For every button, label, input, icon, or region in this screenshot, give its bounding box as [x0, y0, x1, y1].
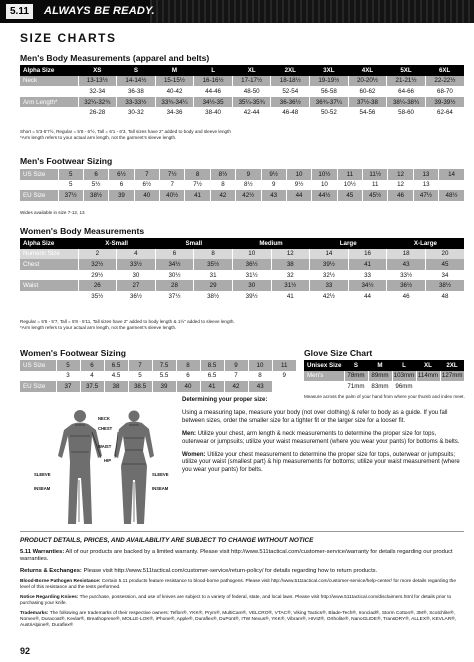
table-cell: 34½: [348, 280, 387, 291]
table-cell: 14: [310, 249, 349, 260]
table-cell: 8½: [210, 169, 235, 180]
table-cell: 46: [387, 291, 426, 302]
table-cell: 38-40: [194, 107, 233, 118]
table-cell: 12: [388, 180, 413, 191]
table-row: [20, 371, 296, 382]
womens-body-note: *Arm length refers to your actual arm length, not the garment's sleeve length.: [20, 325, 177, 330]
table-cell: 62-64: [425, 107, 464, 118]
mens-footwear-note: Wides available in size 7-12, 13: [20, 210, 85, 215]
table-cell: 29: [194, 280, 233, 291]
table-cell: 9: [224, 360, 248, 371]
table-cell: 35¼-35¾: [232, 97, 271, 108]
table-cell: 16: [348, 249, 387, 260]
table-cell: 20-20½: [348, 76, 387, 87]
row-label: Unisex Size: [304, 360, 344, 371]
table-cell: 2: [78, 249, 117, 260]
table-cell: XS: [78, 65, 117, 76]
trademarks-text: Trademarks: The following are trademarks of their respective owners: Teflon®, YKK®, Prym®, MultiCam®, VELCRO®, VTAC®, Viking Tactics®, Blade-Tech®, Ironclad®, Storm Cotton®, 3M®, Scotchlite®, Nomex®, Duracoat®, Kevlar®, Breathoprene®, MOLLE-LOK®, iPhone®, Apple®, Duraflex®, DuPont®, ITW Nexus®, YKK®, Vibram®, HIVIZ®, Ortholite®, NanoGLIDE®, TransDRY®, ALLEX®, KEVLAR®, AustriAlpine®, Duraflex®: [20, 610, 457, 628]
table-cell: 27: [117, 280, 156, 291]
table-cell: 33½: [387, 270, 426, 281]
table-cell: 48½: [439, 190, 464, 201]
table-cell: 46-48: [271, 107, 310, 118]
table-cell: 44-46: [194, 86, 233, 97]
table-cell: 42: [224, 381, 248, 392]
table-cell: 33-33½: [117, 97, 156, 108]
table-cell: 41: [200, 381, 224, 392]
mens-footwear-table: [20, 169, 464, 201]
table-cell: 12: [388, 169, 413, 180]
table-cell: S: [344, 360, 368, 371]
table-cell: 114mm: [417, 372, 439, 380]
table-cell: 56-58: [310, 86, 349, 97]
table-cell: 8: [210, 180, 235, 191]
table-cell: 11: [272, 360, 296, 371]
table-cell: 6: [155, 249, 194, 260]
table-cell: S: [117, 65, 156, 76]
row-label: Hip: [20, 291, 78, 302]
table-cell: 42½: [310, 291, 349, 302]
table-cell: 36½: [387, 280, 426, 291]
glove-note: Measure across the palm of your hand from where your thumb and index meet.: [304, 394, 465, 399]
table-cell: 26: [78, 280, 117, 291]
table-cell: 10: [232, 249, 271, 260]
table-cell: 18-18½: [271, 76, 310, 87]
table-cell: 37.5: [80, 381, 104, 392]
table-row: [304, 360, 464, 371]
table-cell: 30-32: [117, 107, 156, 118]
row-label: Arm Length*: [20, 270, 78, 281]
table-cell: 78mm: [344, 371, 368, 382]
brand-slogan: ALWAYS BE READY.: [44, 5, 155, 17]
row-label: UK Size: [20, 180, 58, 191]
table-row: [20, 107, 464, 118]
row-label: Alpha Size: [20, 65, 78, 76]
womens-body-notes: [20, 319, 235, 331]
change-notice: PRODUCT DETAILS, PRICES, AND AVAILABILITY ARE SUBJECT TO CHANGE WITHOUT NOTICE: [20, 537, 314, 544]
page-number: 92: [20, 646, 31, 656]
table-cell: 71mm: [344, 381, 368, 392]
table-row: [20, 65, 464, 76]
figure-label-neck: NECK: [98, 416, 110, 421]
table-cell: XL: [232, 65, 271, 76]
table-cell: 34½-35: [194, 97, 233, 108]
table-cell: 7: [134, 169, 159, 180]
table-cell: 32¼-32¾: [78, 97, 117, 108]
table-cell: 4: [80, 371, 104, 382]
table-cell: 35½: [194, 259, 233, 270]
table-cell: [440, 381, 464, 392]
table-cell: 7.5: [152, 360, 176, 371]
page-title: SIZE CHARTS: [20, 31, 117, 45]
table-cell: 6: [80, 360, 104, 371]
figure-label-inseam-male: INSEAM: [34, 486, 51, 491]
table-row: [20, 76, 464, 87]
table-cell: 32½: [310, 270, 349, 281]
table-cell: 14-14½: [117, 76, 156, 87]
mens-body-note: *Arm length refers to your actual arm length, not the garment's sleeve length.: [20, 135, 177, 140]
returns-text: Returns & Exchanges: Please visit http://www.511tactical.com/customer-service/return-policy/ for details regarding how to return products.: [20, 567, 378, 574]
womens-footwear-table: [20, 360, 296, 392]
table-cell: 45½: [363, 190, 388, 201]
table-cell: 31½: [232, 270, 271, 281]
table-cell: L: [392, 360, 416, 371]
row-label: Chest: [20, 86, 78, 97]
table-cell: 7: [224, 371, 248, 382]
table-cell: 7: [128, 360, 152, 371]
womens-body-note: Regular = 5'5 - 5'7, Tall = 5'8 - 5'11, Tall sizes have 2" added to body length & 1½" added to sleeve length.: [20, 319, 235, 324]
table-cell: 13: [413, 169, 438, 180]
table-cell: 39½: [310, 259, 349, 270]
mens-body-note: Short = 5'3-5'7½, Regular = 5'8 - 6'½, Tall = 6'1 - 6'3, Tall sizes have 2" added to body and sleeve length: [20, 129, 231, 134]
row-label: Women's: [304, 381, 344, 392]
table-cell: 19-19½: [310, 76, 349, 87]
table-cell: 42-44: [232, 107, 271, 118]
table-cell: 58-60: [387, 107, 426, 118]
table-cell: 38: [271, 259, 310, 270]
table-cell: 43: [248, 381, 272, 392]
table-cell: 30: [117, 270, 156, 281]
table-cell: 44: [286, 190, 311, 201]
table-row: [20, 238, 464, 249]
table-row: [20, 180, 464, 191]
table-cell: 37½-38: [348, 97, 387, 108]
table-cell: 96mm: [392, 381, 416, 392]
row-label: UK Size: [20, 371, 56, 382]
table-cell: 83mm: [368, 381, 392, 392]
row-label: EU Size: [20, 190, 58, 201]
table-cell: 33: [310, 280, 349, 291]
table-cell: 30½: [155, 270, 194, 281]
table-cell: 34-36: [155, 107, 194, 118]
table-cell: 9½: [261, 169, 286, 180]
table-row: [20, 280, 464, 291]
table-cell: 4XL: [348, 65, 387, 76]
table-cell: 9: [272, 371, 296, 382]
brand-banner: [0, 0, 474, 23]
table-cell: 5½: [83, 180, 108, 191]
table-row: [20, 291, 464, 302]
table-cell: 16-16½: [194, 76, 233, 87]
table-row: [20, 381, 296, 392]
table-cell: 6.5: [104, 360, 128, 371]
table-cell: 3XL: [310, 65, 349, 76]
table-cell: 15-15½: [155, 76, 194, 87]
table-cell: 11: [337, 169, 362, 180]
table-cell: 8: [248, 371, 272, 382]
womens-footwear-title: Women's Footwear Sizing: [20, 348, 126, 358]
table-cell: 2XL: [440, 360, 464, 371]
table-cell: 12: [271, 249, 310, 260]
table-cell: 38: [104, 381, 128, 392]
table-cell: 36½: [117, 291, 156, 302]
glove-title: Glove Size Chart: [304, 348, 373, 358]
table-row: [20, 360, 296, 371]
figure-label-hip: HIP: [104, 458, 111, 463]
table-cell: 10: [248, 360, 272, 371]
table-cell: 29½: [78, 270, 117, 281]
table-cell: 10½: [312, 169, 337, 180]
table-cell: 6½: [109, 169, 134, 180]
table-cell: 43: [261, 190, 286, 201]
table-row: [20, 169, 464, 180]
legal-footer: [20, 537, 464, 633]
table-cell: 33¾-34¼: [155, 97, 194, 108]
table-row: [304, 371, 464, 382]
row-label: Waist: [20, 107, 78, 118]
table-cell: 9: [261, 180, 286, 191]
table-cell: 13-13½: [78, 76, 117, 87]
table-cell: 54-56: [348, 107, 387, 118]
table-cell: 68-70: [425, 86, 464, 97]
table-cell: 44½: [312, 190, 337, 201]
table-cell: 14: [439, 169, 464, 180]
table-cell: 6: [109, 180, 134, 191]
table-cell: 38¼-38¾: [387, 97, 426, 108]
mens-body-title: Men's Body Measurements (apparel and belts): [20, 53, 210, 63]
table-cell: 8: [185, 169, 210, 180]
brand-logo: 5.11: [6, 4, 33, 19]
womens-body-table: [20, 238, 464, 302]
table-cell: 4: [117, 249, 156, 260]
figure-label-chest: CHEST: [98, 426, 113, 431]
table-cell: 5: [128, 371, 152, 382]
table-cell: 33½: [117, 259, 156, 270]
table-cell: 41: [348, 259, 387, 270]
table-cell: 37: [56, 381, 80, 392]
sizing-women: Women: Utilize your chest measurement to determine the proper size for tops, outerwear or jumpsuits; utilize your waist (smallest part) & hip measurements for bottoms; utilize your waist measurement (where you wear your pants) for belts.: [182, 452, 460, 473]
table-row: [20, 270, 464, 281]
banner-texture: [150, 0, 474, 23]
row-label: Numeric Size: [20, 249, 78, 260]
table-cell: 6: [176, 371, 200, 382]
table-cell: 45: [425, 259, 464, 270]
measurement-figures: [26, 406, 176, 528]
table-cell: 33: [348, 270, 387, 281]
table-cell: Large: [310, 238, 387, 249]
table-cell: [416, 381, 440, 392]
table-row: [20, 97, 464, 108]
table-cell: 34½: [155, 259, 194, 270]
table-cell: 40: [176, 381, 200, 392]
table-row: [20, 259, 464, 270]
table-cell: 44: [348, 291, 387, 302]
table-cell: 36¾-37¼: [310, 97, 349, 108]
table-cell: 10: [286, 169, 311, 180]
row-label: US Size: [20, 169, 58, 180]
table-cell: 46: [388, 190, 413, 201]
table-cell: 34: [425, 270, 464, 281]
table-cell: 40: [134, 190, 159, 201]
sizing-instructions: [182, 397, 462, 480]
table-cell: 36-36½: [271, 97, 310, 108]
row-label: EU Size: [20, 381, 56, 392]
table-cell: 5: [58, 169, 83, 180]
row-label: Alpha Size: [20, 238, 78, 249]
table-cell: 3: [56, 371, 80, 382]
table-cell: 38.5: [128, 381, 152, 392]
table-cell: 6XL: [425, 65, 464, 76]
table-cell: M: [155, 65, 194, 76]
table-cell: 48-50: [232, 86, 271, 97]
row-label: Neck: [20, 76, 78, 87]
table-cell: 7½: [160, 169, 185, 180]
table-cell: 22-22½: [425, 76, 464, 87]
table-cell: 38½: [425, 280, 464, 291]
table-row: [304, 381, 464, 392]
table-cell: 17-17½: [232, 76, 271, 87]
table-cell: 8.5: [200, 360, 224, 371]
table-cell: 5XL: [387, 65, 426, 76]
table-cell: 10: [312, 180, 337, 191]
table-cell: 38½: [194, 291, 233, 302]
table-cell: 28: [155, 280, 194, 291]
figure-label-inseam-female: INSEAM: [152, 486, 169, 491]
table-cell: 50-52: [310, 107, 349, 118]
table-cell: 45: [337, 190, 362, 201]
table-cell: 32½: [78, 259, 117, 270]
table-cell: 20: [425, 249, 464, 260]
table-cell: 5: [58, 180, 83, 191]
row-label: Waist: [20, 280, 78, 291]
table-row: [20, 190, 464, 201]
table-cell: 8½: [236, 180, 261, 191]
table-cell: 8: [176, 360, 200, 371]
table-row: [20, 86, 464, 97]
table-cell: 9½: [286, 180, 311, 191]
table-cell: 32: [271, 270, 310, 281]
table-cell: 39½: [232, 291, 271, 302]
table-cell: 35½: [78, 291, 117, 302]
mens-body-table: [20, 65, 464, 118]
table-cell: 103mm: [393, 372, 415, 380]
figure-label-sleeve-female: SLEEVE: [152, 472, 169, 477]
table-cell: X-Large: [387, 238, 464, 249]
table-cell: 42½: [236, 190, 261, 201]
table-cell: 47½: [413, 190, 438, 201]
row-label: US Size: [20, 360, 56, 371]
glove-table: [304, 360, 464, 392]
table-cell: 4.5: [104, 371, 128, 382]
table-cell: M: [368, 360, 392, 371]
table-cell: 18: [387, 249, 426, 260]
table-cell: 6.5: [200, 371, 224, 382]
table-cell: 30: [232, 280, 271, 291]
table-cell: 32-34: [78, 86, 117, 97]
row-label: Arm Length*: [20, 97, 78, 108]
table-cell: 41: [271, 291, 310, 302]
table-cell: 38½: [83, 190, 108, 201]
table-cell: 40½: [160, 190, 185, 201]
table-cell: 21-21½: [387, 76, 426, 87]
table-cell: 5: [56, 360, 80, 371]
table-cell: 5.5: [152, 371, 176, 382]
table-cell: 9: [236, 169, 261, 180]
table-cell: 89mm: [368, 371, 392, 382]
table-cell: 36-38: [117, 86, 156, 97]
table-cell: 64-66: [387, 86, 426, 97]
body-silhouettes-illustration: [26, 406, 176, 528]
table-cell: 39: [152, 381, 176, 392]
table-cell: 2XL: [271, 65, 310, 76]
table-cell: 7½: [185, 180, 210, 191]
table-cell: 8: [194, 249, 233, 260]
table-cell: 37½: [155, 291, 194, 302]
table-cell: 26-28: [78, 107, 117, 118]
table-cell: XL: [416, 360, 440, 371]
table-cell: 6½: [134, 180, 159, 191]
table-cell: 41: [185, 190, 210, 201]
womens-body-title: Women's Body Measurements: [20, 226, 145, 236]
table-cell: 7: [160, 180, 185, 191]
table-cell: L: [194, 65, 233, 76]
row-label: Men's: [304, 371, 344, 382]
sizing-general: Using a measuring tape, measure your body (not over clothing) & refer to body as a guide. If you fall between sizes, order the smaller size for a tighter fit or the larger size for a looser fit.: [182, 410, 448, 424]
mens-footwear-title: Men's Footwear Sizing: [20, 156, 113, 166]
table-cell: 48: [425, 291, 464, 302]
table-cell: 40-42: [155, 86, 194, 97]
figure-label-waist: WAIST: [98, 444, 112, 449]
table-cell: 11: [363, 180, 388, 191]
table-cell: 39: [109, 190, 134, 201]
mens-body-notes: [20, 129, 231, 141]
table-cell: 127mm: [441, 372, 463, 380]
table-cell: X-Small: [78, 238, 155, 249]
table-cell: 43: [387, 259, 426, 270]
table-cell: 52-54: [271, 86, 310, 97]
table-cell: 36½: [232, 259, 271, 270]
table-cell: 6: [83, 169, 108, 180]
table-cell: 31½: [271, 280, 310, 291]
table-cell: 31: [194, 270, 233, 281]
table-cell: 42: [210, 190, 235, 201]
blood-borne-text: Blood-Borne Pathogen Resistance: Certain 5.11 products feature resistance to blood-borne pathogens. Please visit http://www.511tactical.com/customer-service/help-center/ for more details regarding the level of this resistance and the tests performed.: [20, 578, 457, 590]
table-cell: Medium: [232, 238, 309, 249]
knives-notice-text: Notice Regarding Knives: The purchase, possession, and use of knives are subject to a variety of federal, state, and local laws. Please visit http://www.511tactical.com/disclaimers.html for details prior to purchasing your knife.: [20, 594, 452, 606]
sizing-men: Men: Utilize your chest, arm length & neck measurements to determine the proper size for tops, outerwear or jumpsuits; utilize your waist measurement (where you wear your pants) for bottoms & belts.: [182, 431, 460, 445]
row-label: Chest: [20, 259, 78, 270]
table-cell: 11½: [363, 169, 388, 180]
table-cell: 13: [413, 180, 438, 191]
table-cell: 37½: [58, 190, 83, 201]
table-cell: 60-62: [348, 86, 387, 97]
table-cell: 39-39½: [425, 97, 464, 108]
sizing-heading: Determining your proper size:: [182, 397, 268, 403]
table-cell: 10½: [337, 180, 362, 191]
warranty-text: 5.11 Warranties: All of our products are backed by a limited warranty. Please visit http://www.511tactical.com/customer-service/warranty for details regarding our product warranties.: [20, 549, 453, 563]
divider: [20, 531, 464, 532]
table-row: [20, 249, 464, 260]
figure-label-sleeve-male: SLEEVE: [34, 472, 51, 477]
table-cell: Small: [155, 238, 232, 249]
